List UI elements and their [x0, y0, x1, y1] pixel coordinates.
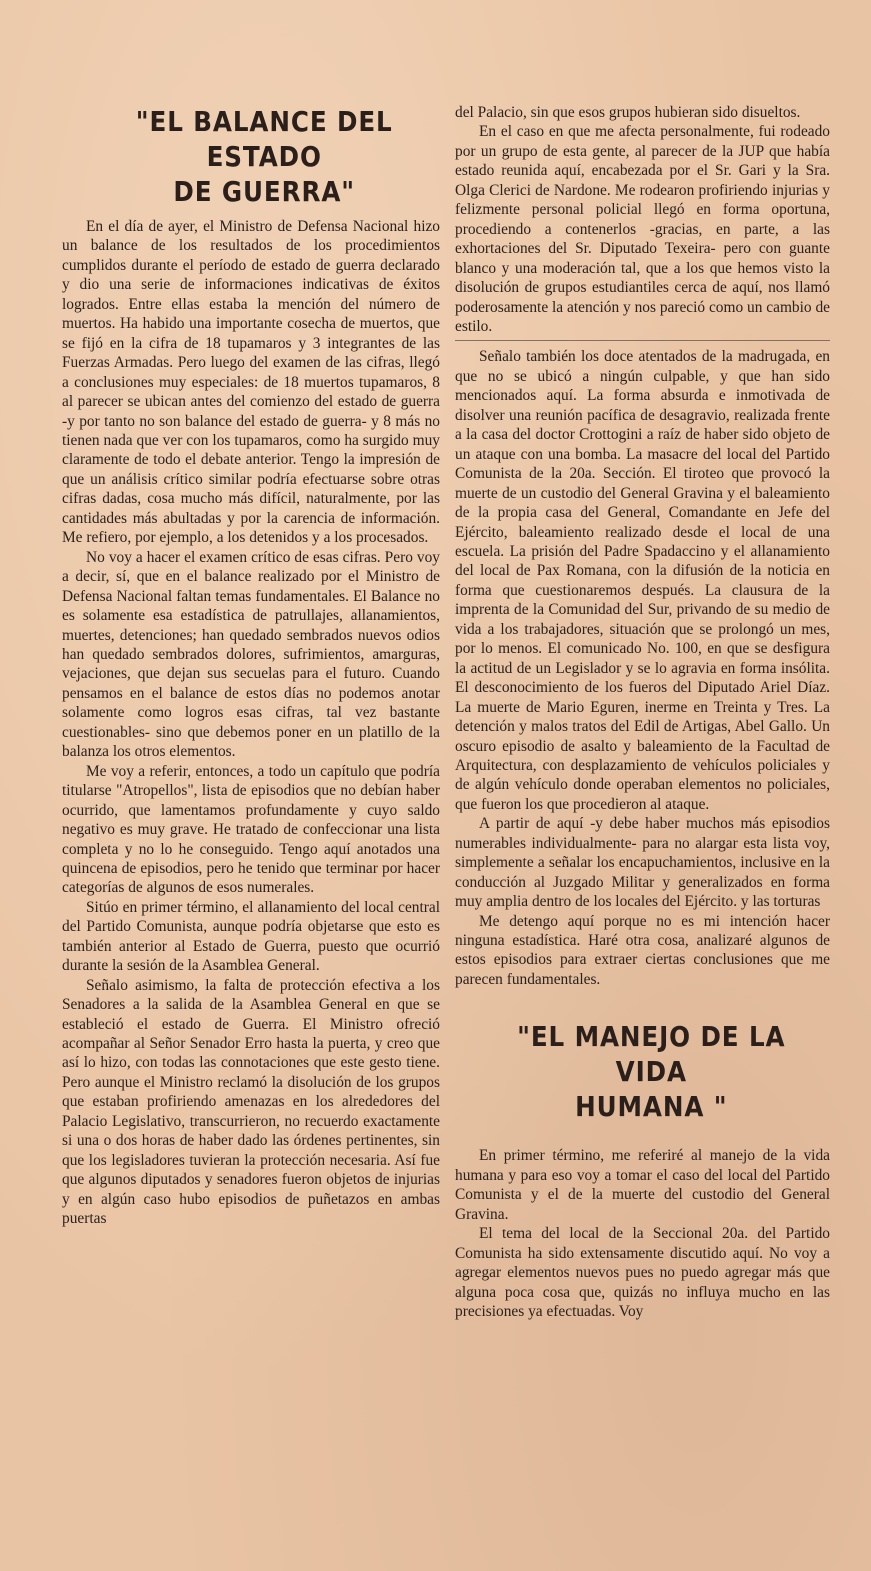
paragraph: A partir de aquí -y debe haber muchos más episodios numerables individualmente- para no alargar esta lista voy, simplemente a señalar los encapuchamientos, inclusive en la conducción al Juzgado Militar y generalizados en forma muy amplia dentro de los locales del Ejército. y las torturas: [455, 815, 830, 911]
paragraph: Señalo asimismo, la falta de protección efectiva a los Senadores a la salida de la Asamblea General en que se estableció el estado de Guerra. El Ministro ofreció acompañar al Señor Senador Erro hasta la puerta, y creo que así lo hizo, con todas las connotaciones que este gesto tiene. Pero aunque el Ministro reclamó la disolución de los grupos que estaban profiriendo amenazas en los alrededores del Palacio Legislativo, transcurrieron, no recuerdo exactamente si una o dos horas de haber dado las órdenes pertinentes, sin que los legisladores tuvieran la protección necesaria. Así fue que algunos diputados y senadores fueron objetos de injurias y en algún caso hubo episodios de puñetazos en ambas puertas: [62, 976, 440, 1228]
left-column: [62, 0, 440, 1571]
section-title-line-1: "EL MANEJO DE LA VIDA: [517, 1020, 786, 1089]
paragraph: El tema del local de la Seccional 20a. del Partido Comunista ha sido extensamente discutido aquí. No voy a agregar elementos nuevos pues no puedo agregar más que alguna poca cosa que, quizás no influya mucho en las precisiones ya efectuadas. Voy: [455, 1225, 830, 1321]
paragraph: Me detengo aquí porque no es mi intención hacer ninguna estadística. Haré otra cosa, analizaré algunos de estos episodios para extraer ciertas conclusiones que me parecen fundamentales.: [455, 912, 830, 988]
paragraph-continued: del Palacio, sin que esos grupos hubieran sido disueltos.: [455, 104, 801, 121]
article-title: [85, 104, 418, 209]
paragraph: En primer término, me referiré al manejo de la vida humana y para eso voy a tomar el caso del local del Partido Comunista y el de la muerte del custodio del General Gravina.: [455, 1147, 830, 1223]
right-column: [455, 0, 830, 1571]
paragraph: Me voy a referir, entonces, a todo un capítulo que podría titularse "Atropellos", lista de episodios que no debían haber ocurrido, que lamentamos profundamente y cuyo saldo negativo es muy grave. He tratado de confeccionar una lista completa y no lo he conseguido. Tengo aquí anotados una quincena de episodios, pero he tenido que terminar por hacer categorías de algunos de esos numerales.: [62, 762, 440, 897]
paragraph: Sitúo en primer término, el allanamiento del local central del Partido Comunista, aunque podría objetarse que esto es también anterior al Estado de Guerra, puesto que ocurrió durante la sesión de la Asamblea General.: [62, 898, 440, 975]
article-title-line-1: "EL BALANCE DEL ESTADO: [135, 105, 393, 173]
article-title-line-2: DE GUERRA": [173, 175, 355, 208]
column-divider-rule: [455, 340, 830, 341]
paragraph: En el día de ayer, el Ministro de Defensa Nacional hizo un balance de los resultados de los procedimientos cumplidos durante el período de estado de guerra declarado y dio una serie de informaciones indicativas de éxitos logrados. Entre ellas estaba la mención del número de muertos. Ha habido una importante cosecha de muertos, que se fijó en la cifra de 18 tupamaros y 3 integrantes de las Fuerzas Armadas. Pero luego del examen de las cifras, llegó a conclusiones muy especiales: de 18 muertos tupamaros, 8 al parecer se ubican antes del comienzo del estado de guerra -y por tanto no son balance del estado de guerra- y 8 más no tienen nada que ver con los tupamaros, como ha surgido muy claramente de todo el debate anterior. Tengo la impresión de que un análisis crítico similar podría efectuarse sobre otras cifras dadas, cosa mucho más difícil, naturalmente, por las cantidades más abultadas y por la carencia de información. Me refiero, por ejemplo, a los detenidos y a los procesados.: [62, 218, 440, 547]
paragraph: En el caso en que me afecta personalmente, fui rodeado por un grupo de esta gente, al parecer de la JUP que había estado reunida aquí, encabezada por el Sr. Gari y la Sra. Olga Clerici de Nardone. Me rodearon profiriendo injurias y felizmente personal policial llegó en forma oportuna, procediendo a contenerlos -gracias, en parte, a las exhortaciones del Sr. Diputado Texeira- pero con guante blanco y una moderación tal, que a los que hemos visto la disolución de grupos estudiantiles cerca de aquí, nos llamó poderosamente la atención y nos pareció como un cambio de estilo.: [455, 123, 830, 335]
section-title-line-2: HUMANA ": [575, 1090, 728, 1124]
paragraph: Señalo también los doce atentados de la madrugada, en que no se ubicó a ningún culpable, y que han sido mencionados aquí. La forma absurda e inmotivada de disolver una reunión pacífica de desagravio, realizada frente a la casa del doctor Crottogini a raíz de haber sido objeto de un ataque con una bomba. La masacre del local del Partido Comunista de la 20a. Sección. El tiroteo que provocó la muerte de un custodio del General Gravina y el baleamiento de la propia casa del General, Comandante en Jefe del Ejército, baleamiento realizado desde el local de una escuela. La prisión del Padre Spadaccino y el allanamiento del local de Pax Romana, con la difusión de la noticia en forma que cuestionaremos después. La clausura de la imprenta de la Comunidad del Sur, privando de su medio de vida a los trabajadores, situación que se prolongó un mes, por lo menos. El comunicado No. 100, en que se desfigura la actitud de un Legislador y se lo agravia en forma insólita. El desconocimiento de los fueros del Diputado Ariel Díaz. La muerte de Mario Eguren, inerme en Treinta y Tres. La detención y malos tratos del Edil de Artigas, Abel Gallo. Un oscuro episodio de asalto y baleamiento de la Facultad de Arquitectura, con desplazamiento de vehículos policiales y de algún vehículo donde operaban elementos no policiales, que fueron los que procedieron al ataque.: [455, 348, 830, 813]
paragraph: No voy a hacer el examen crítico de esas cifras. Pero voy a decir, sí, que en el balance realizado por el Ministro de Defensa Nacional faltan temas fundamentales. El Balance no es solamente esa estadística de patrullajes, allanamientos, muertes, detenciones; han quedado sembrados nuevos odios han quedado sembrados dolores, sufrimientos, amarguras, vejaciones, que dejan sus secuelas para el futuro. Cuando pensamos en el balance de estos días no podemos anotar solamente como logros esas cifras, tal vez bastante cuestionables- sino que debemos poner en un platillo de la balanza los otros elementos.: [62, 548, 440, 761]
section-title: [478, 1019, 808, 1124]
